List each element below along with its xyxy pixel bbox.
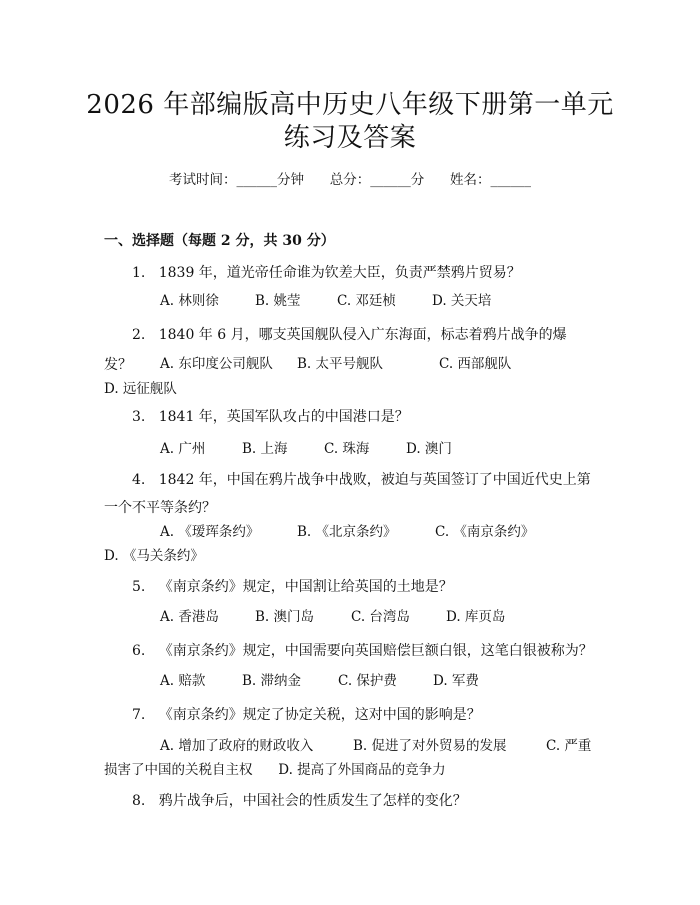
question-8	[104, 786, 594, 816]
question-number: 6.	[132, 643, 146, 659]
option-c: C. 邓廷桢	[337, 293, 396, 309]
question-number: 7.	[132, 707, 146, 723]
question-7-options	[104, 734, 594, 782]
option-b: B. 太平号舰队	[297, 356, 384, 372]
option-c: C. 保护费	[338, 673, 397, 689]
exam-meta-info: 考试时间：______分钟 总分：______分 姓名：______	[169, 172, 531, 188]
option-d: D. 《马关条约》	[104, 548, 204, 564]
option-a: A. 林则徐	[160, 293, 219, 309]
question-text: 《南京条约》规定，中国需要向英国赔偿巨额白银，这笔白银被称为？	[158, 643, 593, 659]
question-4-options	[104, 520, 594, 568]
option-b: B. 促进了对外贸易的发展	[353, 738, 507, 754]
option-b: B. 《北京条约》	[297, 524, 397, 540]
section-heading: 一、选择题（每题 2 分，共 30 分）	[104, 233, 335, 249]
question-number: 4.	[132, 472, 146, 488]
option-c: C. 《南京条约》	[435, 524, 535, 540]
option-a: A. 《瑷珲条约》	[160, 524, 260, 540]
question-1-options	[104, 288, 594, 315]
question-number: 8.	[132, 793, 146, 809]
question-7	[104, 700, 594, 730]
question-number: 5.	[132, 579, 146, 595]
question-2-options	[104, 352, 594, 402]
option-a: A. 广州	[160, 441, 206, 457]
document-title-line2: 练习及答案	[283, 123, 417, 153]
question-text: 1841 年，英国军队攻占的中国港口是？	[158, 409, 409, 425]
option-c: C. 珠海	[324, 441, 370, 457]
question-number: 2.	[132, 327, 146, 343]
question-6	[104, 636, 594, 666]
question-text: 1839 年，道光帝任命谁为钦差大臣，负责严禁鸦片贸易？	[158, 265, 521, 281]
question-text: 1840 年 6 月，哪支英国舰队侵入广东海面，标志着鸦片战争的爆发？	[104, 327, 567, 373]
option-b: B. 滞纳金	[242, 673, 302, 689]
option-d: D. 澳门	[406, 441, 452, 457]
option-c: C. 台湾岛	[351, 609, 410, 625]
option-d: D. 军费	[433, 673, 479, 689]
question-5-options	[104, 604, 594, 631]
option-d: D. 远征舰队	[104, 381, 177, 397]
question-text: 《南京条约》规定，中国割让给英国的土地是？	[158, 579, 453, 595]
option-a: A. 东印度公司舰队	[160, 356, 273, 372]
question-5	[104, 572, 594, 602]
question-number: 1.	[132, 265, 146, 281]
option-c: C. 西部舰队	[439, 356, 512, 372]
question-number: 3.	[132, 409, 146, 425]
question-text: 鸦片战争后，中国社会的性质发生了怎样的变化？	[158, 793, 467, 809]
document-title-line1: 2026 年部编版高中历史八年级下册第一单元	[86, 90, 614, 120]
question-text: 《南京条约》规定了协定关税，这对中国的影响是？	[158, 707, 481, 723]
option-d: D. 关天培	[432, 293, 492, 309]
option-a: A. 赔款	[160, 673, 206, 689]
option-c: C. 严重损害了中国的关税自主权	[104, 738, 592, 778]
option-d: D. 提高了外国商品的竞争力	[278, 762, 446, 778]
option-b: B. 上海	[242, 441, 288, 457]
question-4	[104, 466, 594, 522]
option-a: A. 香港岛	[160, 609, 219, 625]
question-1	[104, 258, 594, 288]
option-b: B. 姚莹	[255, 293, 301, 309]
question-3-options	[104, 436, 594, 463]
option-d: D. 库页岛	[446, 609, 506, 625]
option-b: B. 澳门岛	[255, 609, 315, 625]
question-text: 1842 年，中国在鸦片战争中战败，被迫与英国签订了中国近代史上第一个不平等条约？	[104, 472, 591, 516]
question-6-options	[104, 668, 594, 695]
question-3	[104, 402, 594, 432]
option-a: A. 增加了政府的财政收入	[160, 738, 314, 754]
